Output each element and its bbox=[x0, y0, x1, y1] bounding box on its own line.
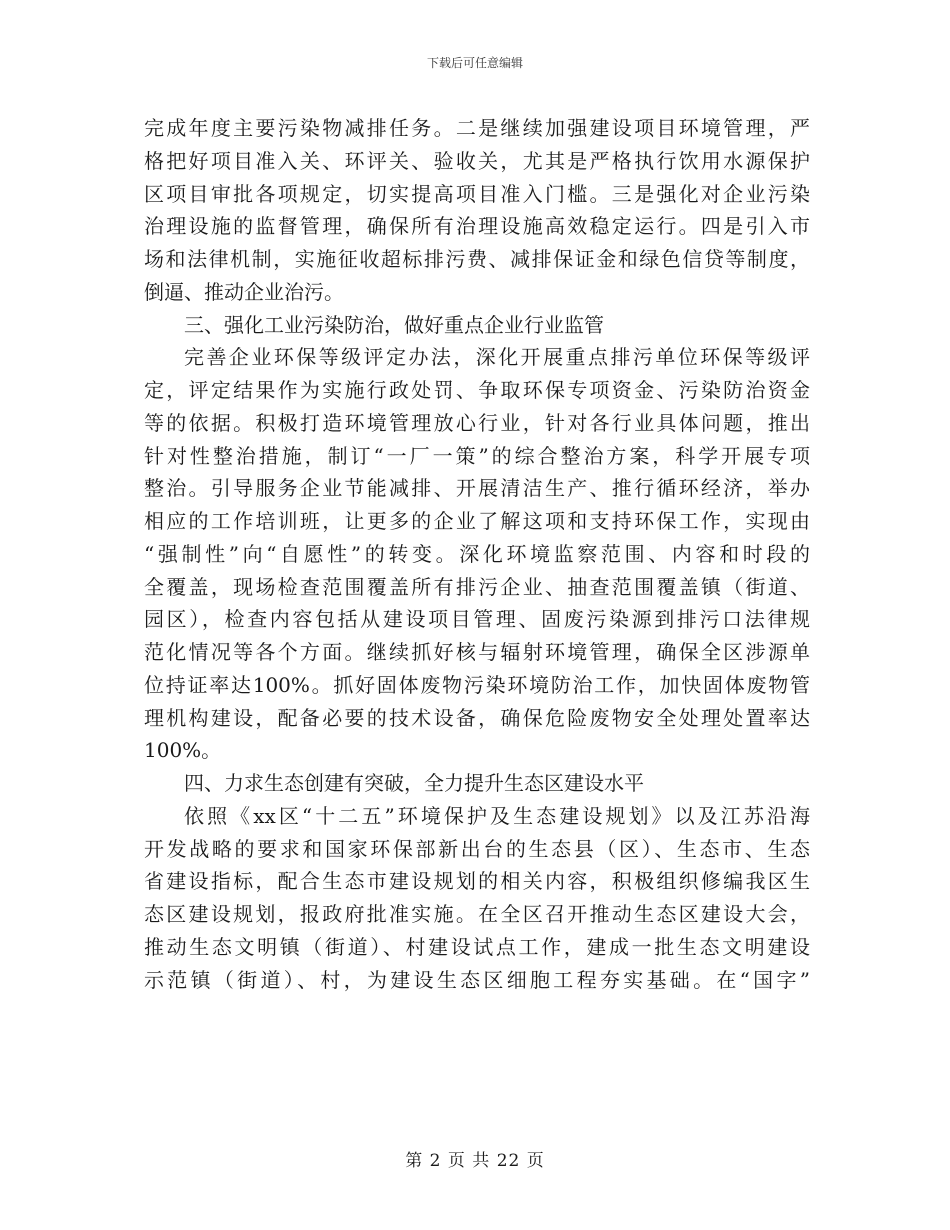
body-line: 等的依据。积极打造环境管理放心行业，针对各行业具体问题，推出 bbox=[144, 410, 810, 435]
body-line: 完成年度主要污染物减排任务。二是继续加强建设项目环境管理，严 bbox=[144, 116, 810, 140]
body-line: 范化情况等各个方面。继续抓好核与辐射环境管理，确保全区涉源单 bbox=[144, 640, 810, 664]
body-line: 示范镇（街道）、村，为建设生态区细胞工程夯实基础。在“国字” bbox=[144, 967, 810, 992]
body-line: 位持证率达100%。抓好固体废物污染环境防治工作，加快固体废物管 bbox=[144, 672, 810, 697]
body-line: 依照《xx区“十二五”环境保护及生态建设规划》以及江苏沿海 bbox=[184, 803, 810, 828]
body-line: 定，评定结果作为实施行政处罚、争取环保专项资金、污染防治资金 bbox=[144, 378, 810, 402]
body-line: 治理设施的监督管理，确保所有治理设施高效稳定运行。四是引入市 bbox=[144, 214, 810, 239]
body-line: 理机构建设，配备必要的技术设备，确保危险废物安全处理处置率达 bbox=[144, 705, 810, 730]
body-line: 100%。 bbox=[144, 738, 222, 763]
body-line: 相应的工作培训班，让更多的企业了解这项和支持环保工作，实现由 bbox=[144, 509, 810, 533]
body-line: 针对性整治措施，制订“一厂一策”的综合整治方案，科学开展专项 bbox=[144, 443, 810, 468]
body-line: 场和法律机制，实施征收超标排污费、减排保证金和绿色信贷等制度， bbox=[144, 247, 810, 271]
body-line: 开发战略的要求和国家环保部新出台的生态县（区）、生态市、生态 bbox=[144, 836, 810, 861]
section-heading-3: 三、强化工业污染防治，做好重点企业行业监管 bbox=[184, 312, 604, 337]
body-line: 推动生态文明镇（街道）、村建设试点工作，建成一批生态文明建设 bbox=[144, 934, 810, 959]
body-line: 省建设指标，配合生态市建设规划的相关内容，积极组织修编我区生 bbox=[144, 869, 810, 894]
section-heading-4: 四、力求生态创建有突破，全力提升生态区建设水平 bbox=[184, 771, 644, 795]
page-number-footer: 第 2 页 共 22 页 bbox=[405, 1151, 545, 1171]
body-line: “强制性”向“自愿性”的转变。深化环境监察范围、内容和时段的 bbox=[144, 541, 810, 566]
body-line: 区项目审批各项规定，切实提高项目准入门槛。三是强化对企业污染 bbox=[144, 181, 810, 206]
document-body bbox=[144, 112, 810, 996]
body-line: 园区），检查内容包括从建设项目管理、固废污染源到排污口法律规 bbox=[144, 607, 810, 632]
body-line: 态区建设规划，报政府批准实施。在全区召开推动生态区建设大会， bbox=[144, 902, 810, 926]
body-line: 全覆盖，现场检查范围覆盖所有排污企业、抽查范围覆盖镇（街道、 bbox=[144, 574, 810, 599]
body-line: 整治。引导服务企业节能减排、开展清洁生产、推行循环经济，举办 bbox=[144, 476, 810, 501]
body-line: 倒逼、推动企业治污。 bbox=[144, 279, 344, 304]
body-line: 格把好项目准入关、环评关、验收关，尤其是严格执行饮用水源保护 bbox=[144, 148, 810, 173]
page-header-note: 下载后可任意编辑 bbox=[426, 56, 523, 70]
body-line: 完善企业环保等级评定办法，深化开展重点排污单位环保等级评 bbox=[184, 345, 810, 370]
